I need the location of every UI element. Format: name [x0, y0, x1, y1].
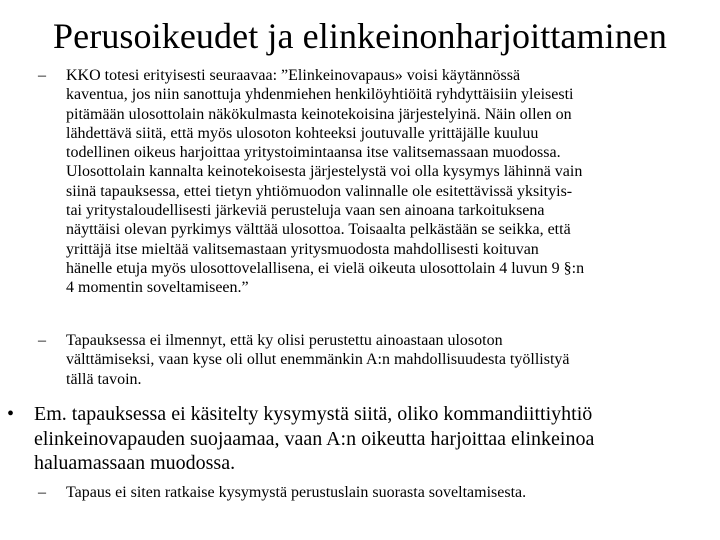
dash-marker: –	[38, 484, 46, 501]
sub-bullet-kko-quote	[38, 66, 718, 302]
sub-bullet-conclusion	[38, 483, 718, 503]
dash-marker: –	[38, 67, 46, 84]
main-bullet-em-tapaus	[7, 402, 713, 478]
main-bullet-text: Em. tapauksessa ei käsitelty kysymystä siitä, oliko kommandiittiyhtiö elinkeinovapauden suojaamaa, vaan A:n oikeutta harjoittaa elinkeinoa haluamassaan muodossa.	[34, 403, 595, 474]
sub-bullet-case-finding	[38, 331, 718, 391]
sub-bullet-text: KKO totesi erityisesti seuraavaa: ”Elinkeinovapaus» voisi käytännössä kaventua, jos niin sanottuja yhdenmiehen henkilöyhtiöitä ryhdyttäisiin yleisesti pitämään ulosottolain näkökulmasta keinotekoisina järjestelyinä. Näin ollen on lähdettävä siitä, että myös ulosoton kohteeksi joutuvalle yrittäjälle kuuluu todellinen oikeus harjoittaa yritystoimintaansa itse valitsemassaan muodossa. Ulosottolain kannalta keinotekoisesta järjestelystä voi olla kysymys lähinnä vain siinä tapauksessa, ettei tietyn yhtiömuodon valinnalle ole esitettävissä yksityis- tai yritystaloudellisesti järkeviä perusteluja vaan sen ainoana tarkoituksena näyttäisi olevan pyrkimys välttää ulosottoa. Toisaalta pelkästään se seikka, että yrittäjä itse mieltää valitsemastaan yritysmuodosta mahdollisesti koituvan hänelle etuja myös ulosottovelallisena, ei vielä oikeuta ulosottolain 4 luvun 9 §:n 4 momentin soveltamiseen.”	[66, 67, 585, 297]
bullet-marker: •	[7, 403, 15, 425]
sub-bullet-text: Tapaus ei siten ratkaise kysymystä perustuslain suorasta soveltamisesta.	[66, 484, 527, 501]
dash-marker: –	[38, 332, 46, 349]
slide-title: Perusoikeudet ja elinkeinonharjoittaminen	[53, 16, 667, 56]
sub-bullet-text: Tapauksessa ei ilmennyt, että ky olisi perustettu ainoastaan ulosoton välttämiseksi, vaan kyse oli ollut enemmänkin A:n mahdollisuudesta työllistyä tällä tavoin.	[66, 332, 570, 388]
